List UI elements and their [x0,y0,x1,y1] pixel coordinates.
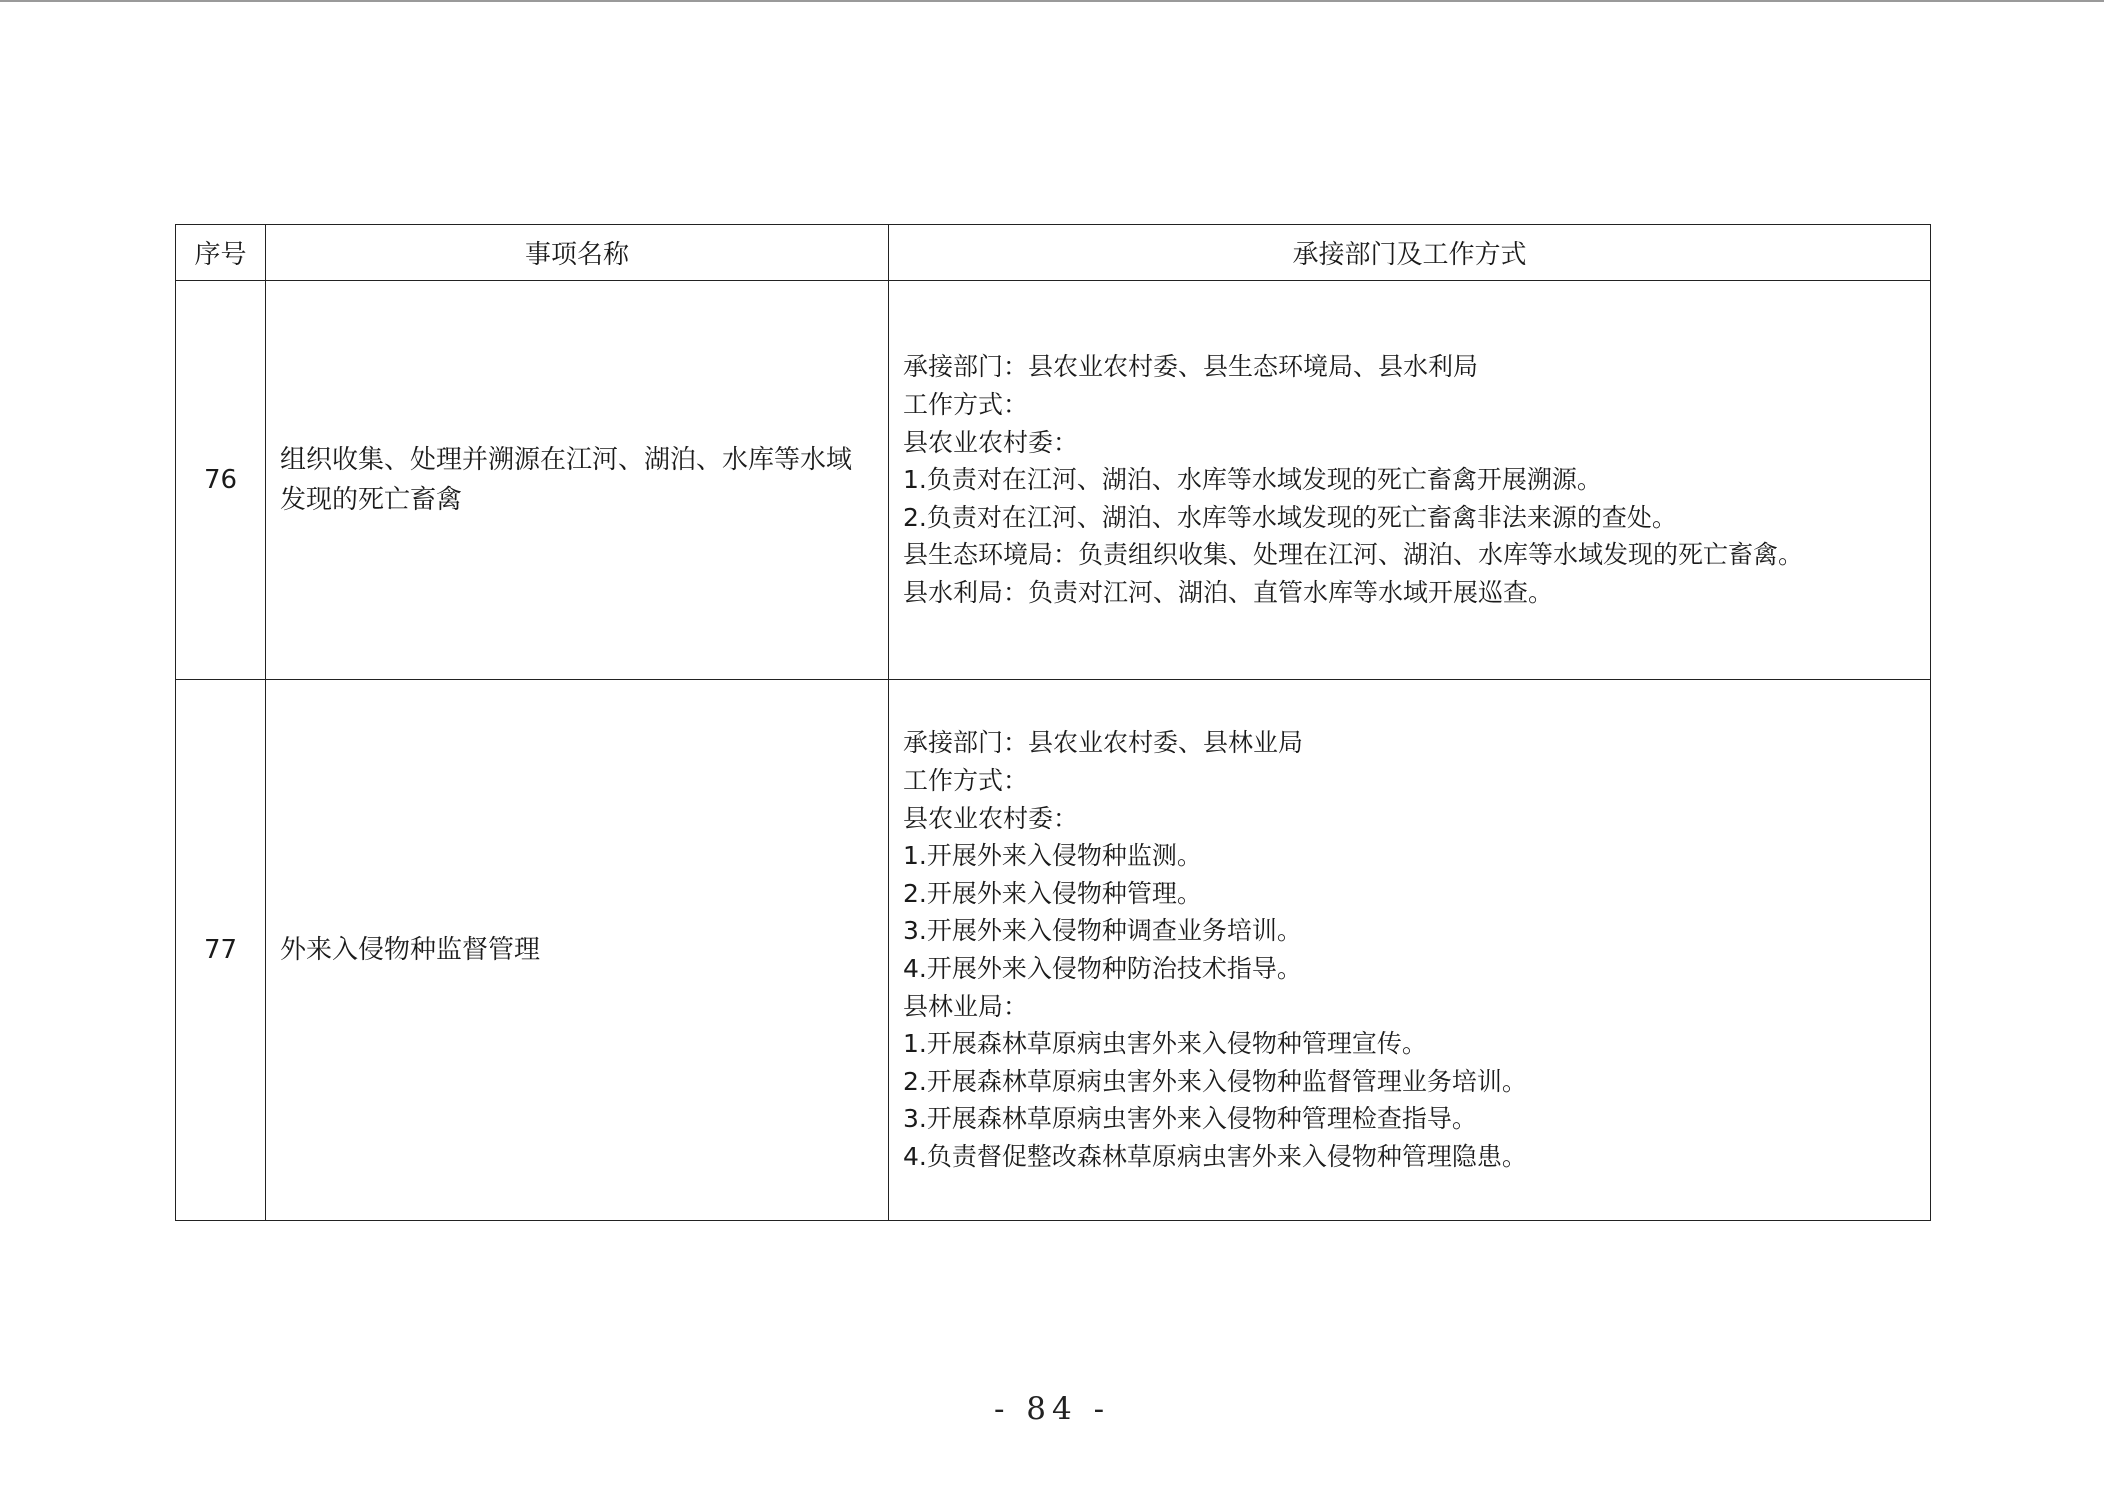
method-line: 3.开展森林草原病虫害外来入侵物种管理检查指导。 [903,1104,1477,1134]
row-department-method [889,680,1931,1221]
row-serial-no: 76 [176,281,266,680]
page-top-border [0,0,2104,2]
method-line: 1.负责对在江河、湖泊、水库等水域发现的死亡畜禽开展溯源。 [903,465,1602,495]
method-line: 1.开展外来入侵物种监测。 [903,841,1202,871]
row-item-name: 外来入侵物种监督管理 [266,680,889,1221]
method-line: 4.开展外来入侵物种防治技术指导。 [903,954,1302,983]
row-item-name: 组织收集、处理并溯源在江河、湖泊、水库等水域发现的死亡畜禽 [266,281,889,680]
table-row [176,680,1931,1221]
header-serial-no: 序号 [176,225,266,281]
matters-table [175,224,1931,1221]
method-line: 4.负责督促整改森林草原病虫害外来入侵物种管理隐患。 [903,1141,1527,1171]
header-department-method: 承接部门及工作方式 [889,225,1931,281]
page-number: - 84 - [993,1391,1111,1427]
table-header-row [176,225,1931,281]
method-line: 工作方式： [903,390,1029,420]
method-line: 县林业局： [903,991,1029,1021]
method-line: 2.开展外来入侵物种管理。 [903,878,1202,908]
method-line: 县农业农村委： [903,803,1079,833]
method-line: 县生态环境局：负责组织收集、处理在江河、湖泊、水库等水域发现的死亡畜禽。 [903,540,1804,570]
method-line: 承接部门：县农业农村委、县林业局 [903,728,1304,758]
row-department-method [889,281,1931,680]
header-item-name: 事项名称 [266,225,889,281]
method-line: 3.开展外来入侵物种调查业务培训。 [903,916,1302,946]
method-line: 县农业农村委： [903,427,1079,457]
method-line: 承接部门：县农业农村委、县生态环境局、县水利局 [903,352,1479,382]
method-line: 县水利局：负责对江河、湖泊、直管水库等水域开展巡查。 [903,577,1554,607]
method-line: 1.开展森林草原病虫害外来入侵物种管理宣传。 [903,1029,1427,1059]
method-line: 2.开展森林草原病虫害外来入侵物种监督管理业务培训。 [903,1066,1527,1096]
table-row [176,281,1931,680]
method-line: 工作方式： [903,766,1029,796]
method-line: 2.负责对在江河、湖泊、水库等水域发现的死亡畜禽非法来源的查处。 [903,502,1677,532]
row-serial-no: 77 [176,680,266,1221]
